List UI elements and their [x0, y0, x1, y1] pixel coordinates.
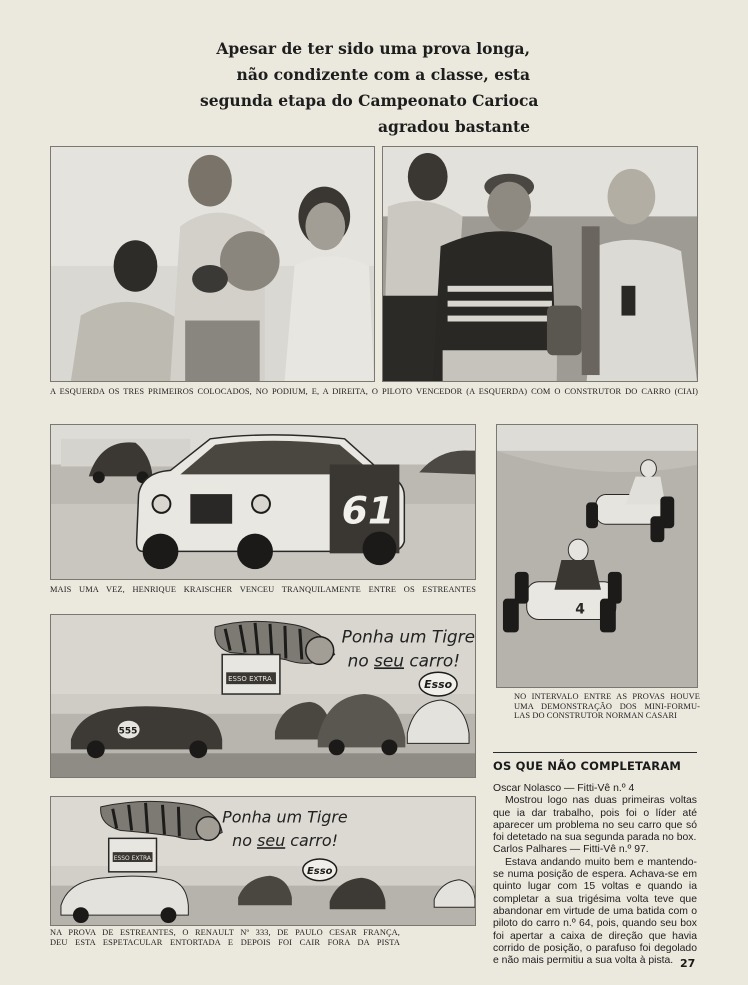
- alfa-photo: [50, 424, 476, 580]
- article-body: [493, 783, 697, 967]
- ad-slogan-line1: Ponha um Tigre: [341, 626, 475, 647]
- mini-car-number: 4: [575, 601, 585, 618]
- article-paragraph: Mostrou logo nas duas primeiras voltas que ia dar trabalho, pois foi o líder até aparecer um problema no seu carro que só foi detetado na sua segunda parada no box.: [493, 795, 697, 844]
- esso-logo-text: Esso: [307, 865, 333, 877]
- podium-photo: [50, 146, 375, 382]
- podium-caption: A ESQUERDA OS TRES PRIMEIROS COLOCADOS, NO PODIUM, E, A DIREITA, O PILOTO VENCEDOR (A ESQUERDA) COM O CONSTRUTOR DO CARRO (CIAI): [50, 387, 698, 396]
- alfa-car-number: 61: [341, 488, 395, 533]
- article-paragraph: Oscar Nolasco — Fitti-Vê n.º 4: [493, 783, 635, 794]
- caption-line: DEU ESTA ESPETACULAR ENTORTADA E DEPOIS FOI CAIR FORA DA PISTA: [50, 937, 400, 947]
- headline-line: segunda etapa do Campeonato Carioca: [200, 91, 539, 110]
- esso-logo-text: Esso: [424, 678, 453, 692]
- ad-slogan-line2: no seu carro!: [347, 650, 461, 671]
- renault-car-number: 555: [118, 726, 138, 737]
- billboard-text: ESSO EXTRA: [228, 675, 272, 684]
- article-paragraph: Estava andando muito bem e mantendo-se numa posição de espera. Achava-se em quinto lugar com 15 voltas e quando ia completar a sua trigésima volta teve que abandonar em virtude de uma batida com o piloto do carro n.º 64, pois, quando seu box foi apertar a caixa de direção que havia corrido de posição, o parafuso foi degolado e não mais permitiu a sua volta à pista.: [493, 856, 697, 967]
- alfa-caption: MAIS UMA VEZ, HENRIQUE KRAISCHER VENCEU TRANQUILAMENTE ENTRE OS ESTREANTES: [50, 585, 476, 594]
- esso-ad-photo-1: [50, 614, 476, 778]
- section-title: OS QUE NÃO COMPLETARAM: [493, 759, 682, 773]
- headline-line: agradou bastante: [377, 117, 530, 136]
- mini-formula-caption: [514, 692, 700, 721]
- section-rule: [493, 752, 697, 753]
- caption-line: NA PROVA DE ESTREANTES, O RENAULT Nº 333, DE PAULO CESAR FRANÇA,: [50, 928, 400, 937]
- billboard-text: ESSO EXTRA: [113, 855, 151, 863]
- esso-ad-photo-2: [50, 796, 476, 926]
- page-number: 27: [680, 957, 696, 970]
- renault-caption: [50, 928, 476, 947]
- headline-line: Apesar de ter sido uma prova longa,: [216, 39, 530, 58]
- ad-slogan-line2: no seu carro!: [232, 831, 338, 851]
- ad-slogan-line1: Ponha um Tigre: [222, 807, 348, 827]
- caption-line: NO INTERVALO ENTRE AS PROVAS HOUVE: [514, 692, 700, 701]
- winner-photo: [382, 146, 698, 382]
- caption-line: UMA DEMONSTRAÇÃO DOS MINI-FORMU-: [514, 701, 700, 711]
- article-paragraph: Carlos Palhares — Fitti-Vê n.º 97.: [493, 844, 649, 856]
- mini-formula-photo: [496, 424, 698, 688]
- headline-line: não condizente com a classe, esta: [236, 65, 530, 84]
- caption-line: LAS DO CONSTRUTOR NORMAN CASARI: [514, 711, 678, 721]
- headline: [200, 36, 539, 140]
